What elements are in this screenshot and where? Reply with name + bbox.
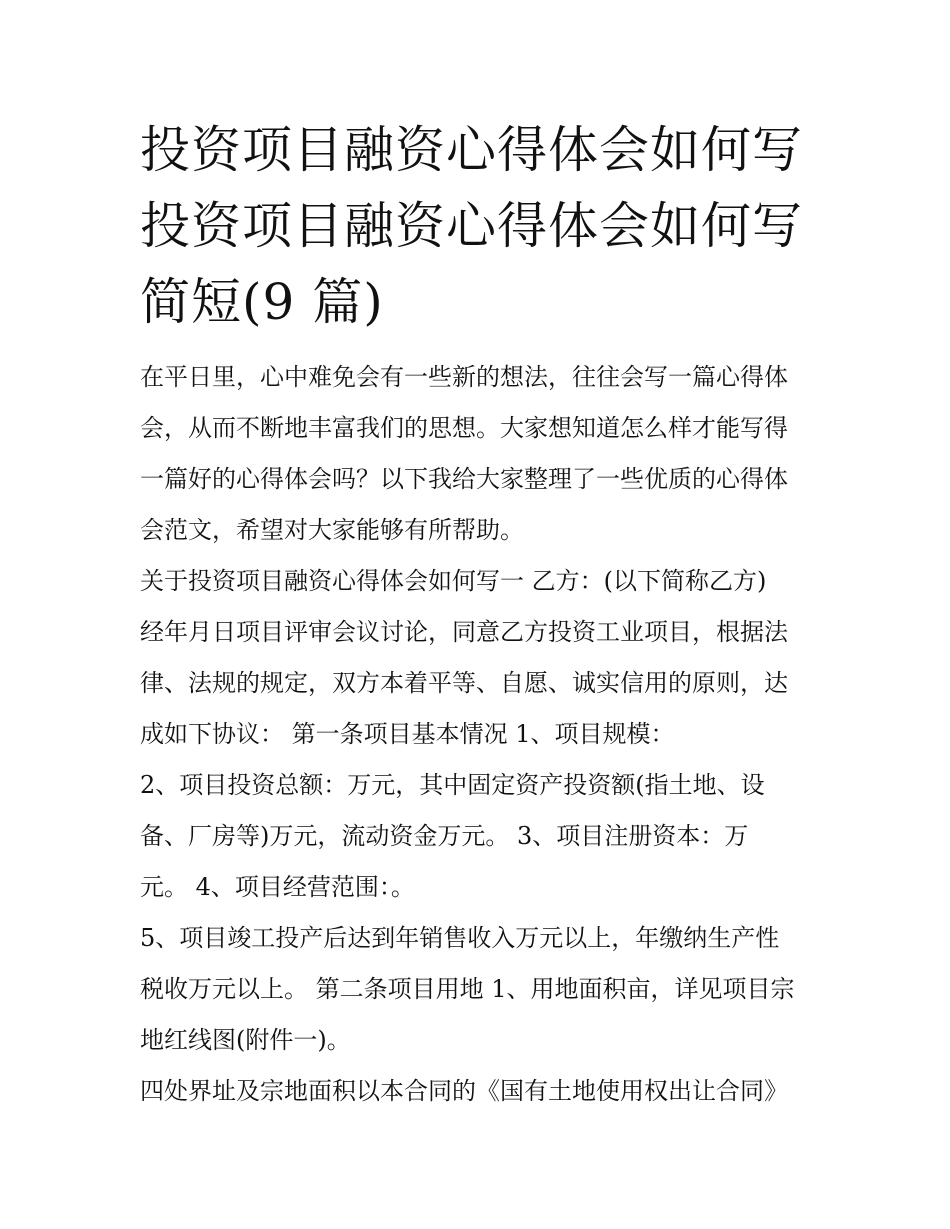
text-line: 会，从而不断地丰富我们的思想。大家想知道怎么样才能写得 [140, 414, 788, 442]
text-line: 在平日里，心中难免会有一些新的想法，往往会写一篇心得体 [140, 363, 788, 391]
text-line: 一篇好的心得体会吗？以下我给大家整理了一些优质的心得体 [140, 465, 788, 493]
boundary-paragraph [140, 1066, 830, 1117]
text-line: 律、法规的规定，双方本着平等、自愿、诚实信用的原则，达 [140, 669, 788, 697]
title-line: 简短(9 篇) [140, 273, 384, 331]
text-line: 成如下协议： 第一条项目基本情况 1、项目规模： [140, 720, 675, 748]
text-line: 税收万元以上。 第二条项目用地 1、用地面积亩，详见项目宗 [140, 975, 795, 1003]
text-line: 元。 4、项目经营范围：。 [140, 873, 415, 901]
investment-paragraph [140, 760, 830, 913]
text-line: 四处界址及宗地面积以本合同的《国有土地使用权出让合同》 [140, 1077, 788, 1105]
text-line: 经年月日项目评审会议讨论，同意乙方投资工业项目，根据法 [140, 618, 788, 646]
text-line: 会范文，希望对大家能够有所帮助。 [140, 516, 524, 544]
text-line: 备、厂房等)万元，流动资金万元。 3、项目注册资本：万 [140, 822, 749, 850]
text-line: 关于投资项目融资心得体会如何写一 乙方：(以下简称乙方) [140, 567, 767, 595]
text-line: 地红线图(附件一)。 [140, 1026, 351, 1054]
document-title [140, 112, 830, 340]
title-line: 投资项目融资心得体会如何写 [140, 121, 803, 179]
intro-paragraph [140, 352, 830, 556]
text-line: 2、项目投资总额：万元，其中固定资产投资额(指土地、设 [140, 771, 765, 799]
text-line: 5、项目竣工投产后达到年销售收入万元以上，年缴纳生产性 [140, 924, 780, 952]
agreement-paragraph [140, 556, 830, 760]
revenue-paragraph [140, 913, 830, 1066]
document-body [140, 352, 830, 1117]
title-line: 投资项目融资心得体会如何写 [140, 197, 803, 255]
